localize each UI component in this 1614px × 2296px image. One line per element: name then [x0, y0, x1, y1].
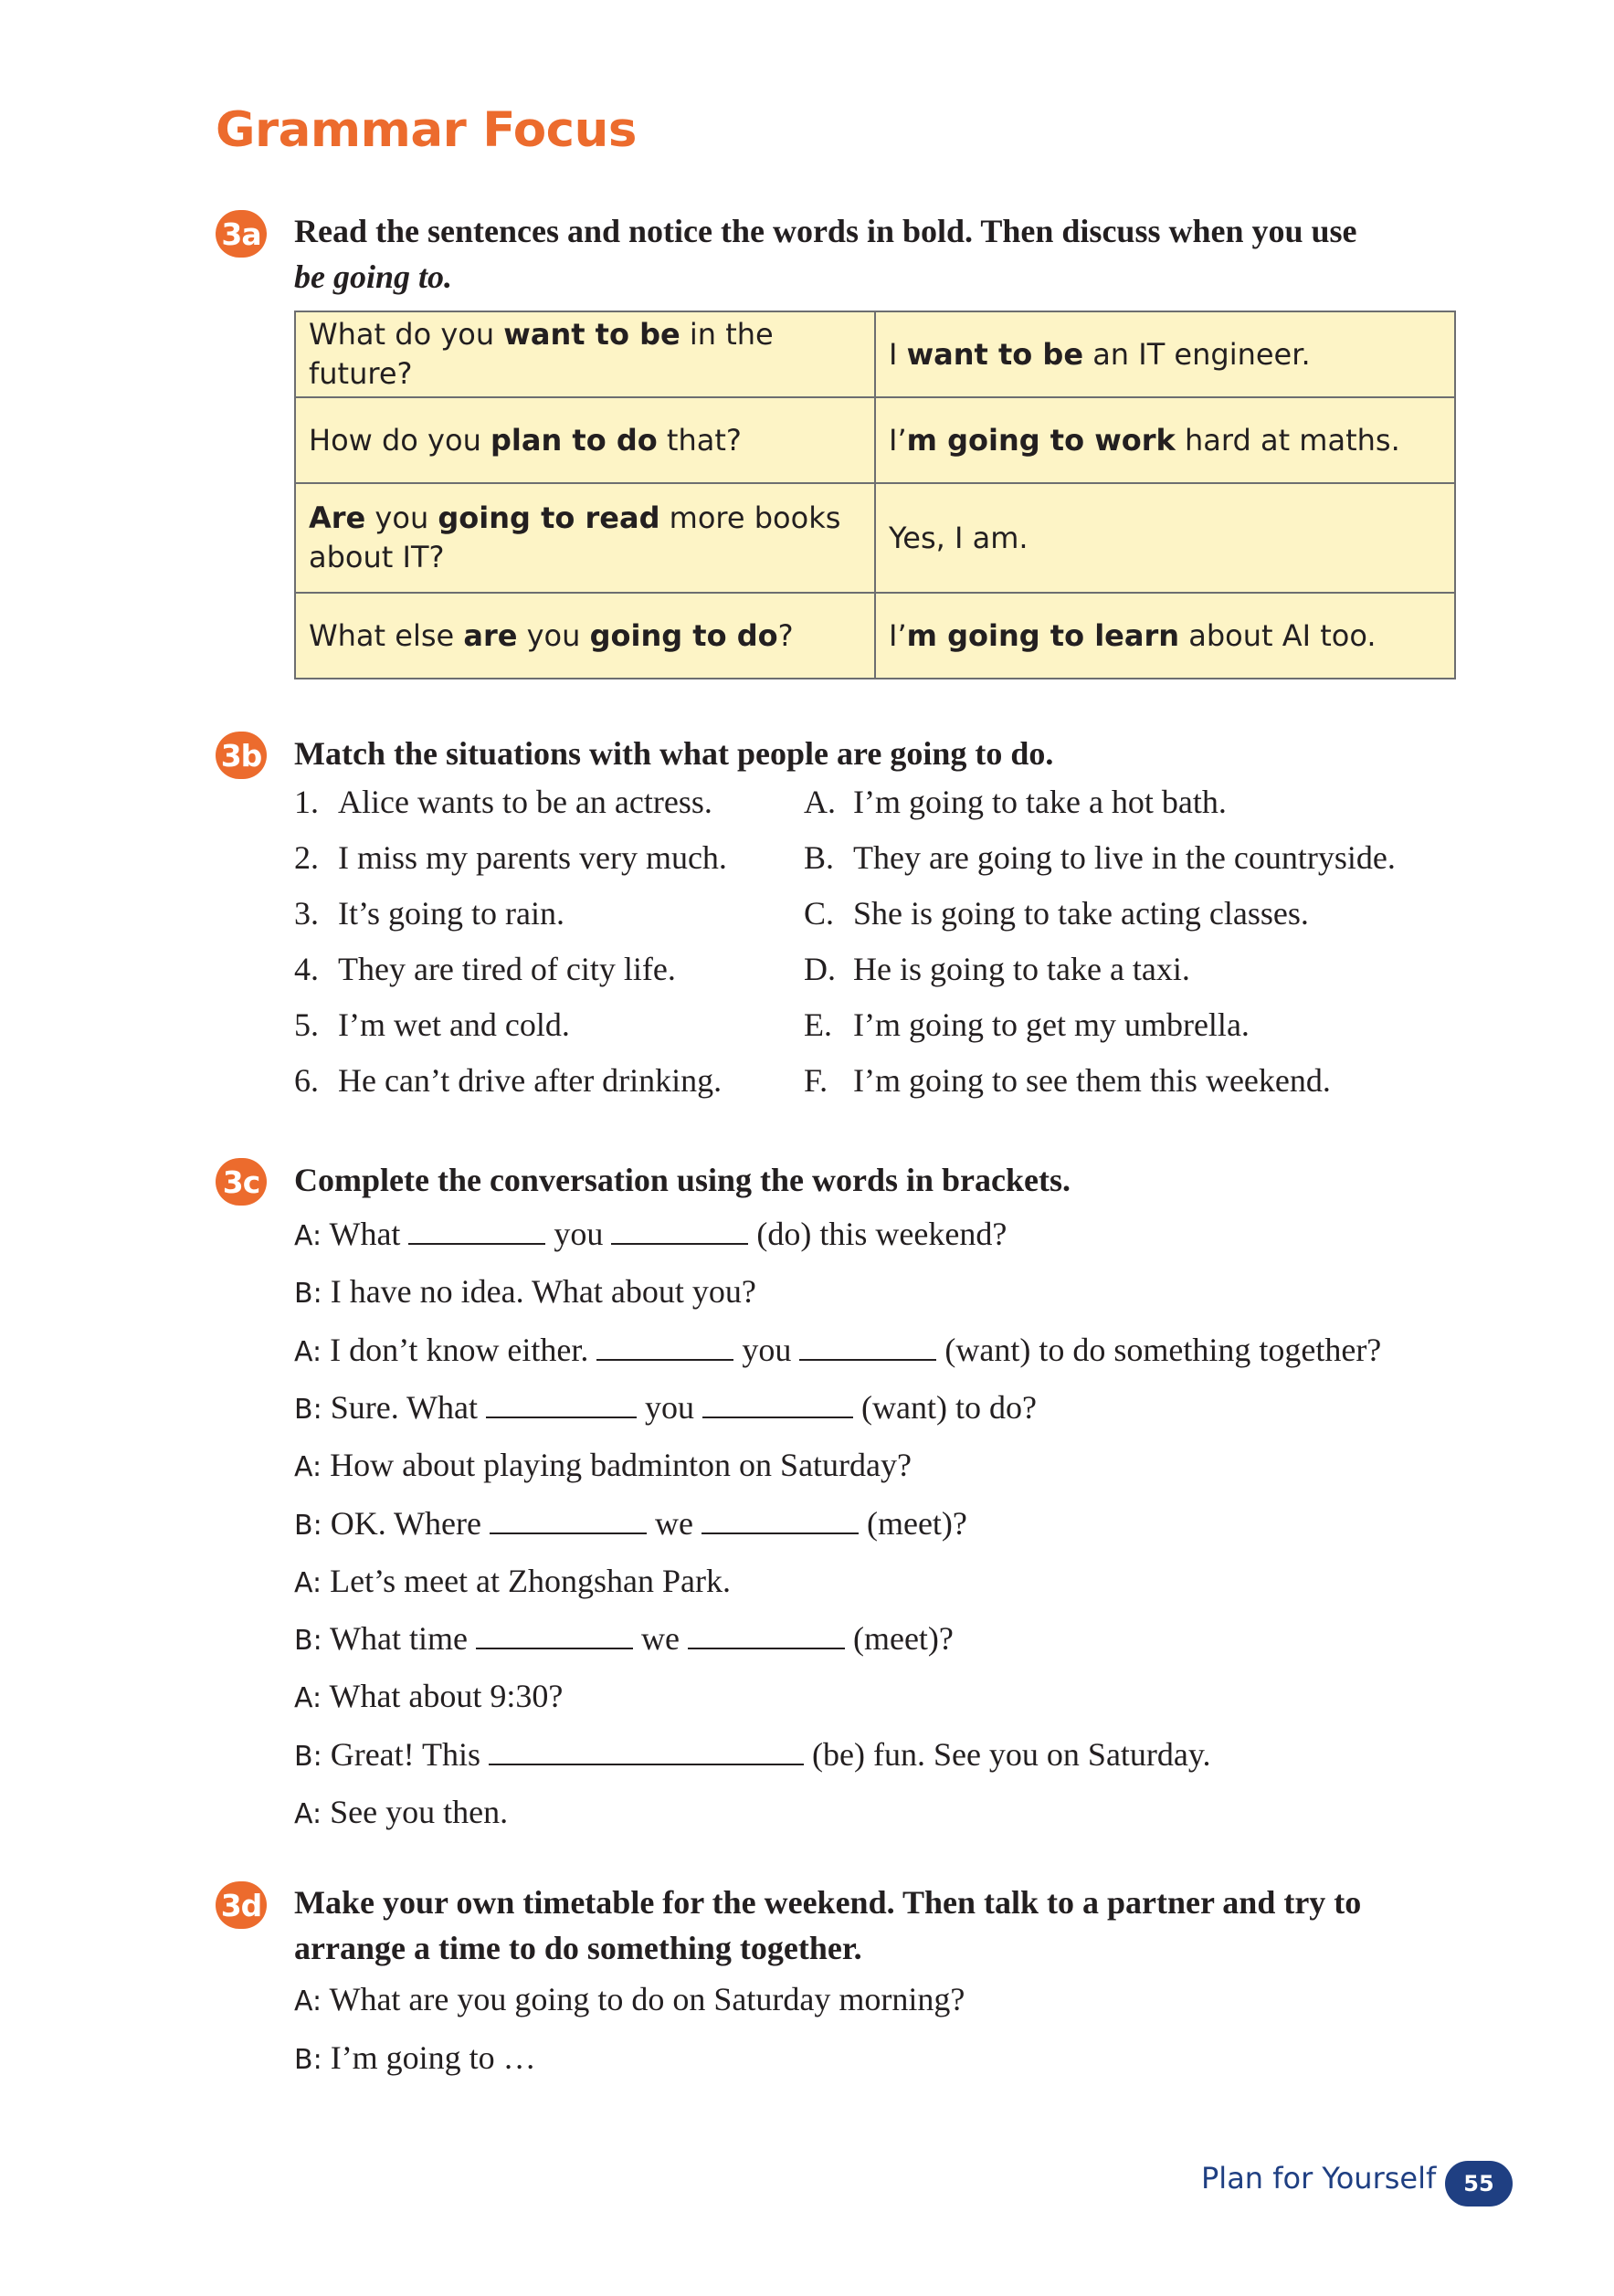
- dialogue-line: [294, 1980, 965, 2018]
- dialogue-text: What about 9:30?: [322, 1678, 564, 1715]
- answer-letter: E.: [804, 1006, 832, 1043]
- dialogue-text: I have no idea. What about you?: [322, 1273, 756, 1311]
- answer-blank[interactable]: [476, 1620, 633, 1649]
- dialogue-text: What are you going to do on Saturday morning?: [322, 1981, 965, 2017]
- table-cell-question: What do you want to be in the future?: [295, 311, 875, 397]
- speaker-label: A:: [294, 1798, 322, 1830]
- answer-letter: D.: [804, 951, 836, 987]
- dialogue-text: Let’s meet at Zhongshan Park.: [322, 1562, 731, 1599]
- dialogue-text: Sure. What: [322, 1388, 478, 1426]
- item-number: 2.: [294, 839, 319, 876]
- answer-text: I’m going to see them this weekend.: [853, 1062, 1331, 1099]
- table-cell-answer: I’m going to learn about AI too.: [875, 593, 1455, 679]
- dialogue-line: [294, 1388, 1037, 1427]
- dialogue-text: you: [645, 1388, 694, 1426]
- page-title: Grammar Focus: [216, 102, 637, 158]
- instruction-3b: Match the situations with what people are going to do.: [294, 735, 1054, 772]
- table-cell-answer: I’m going to work hard at maths.: [875, 397, 1455, 483]
- answer-text: They are going to live in the countryside.: [853, 839, 1396, 876]
- answer-text: He is going to take a taxi.: [853, 951, 1190, 987]
- speaker-label: B:: [294, 1393, 322, 1426]
- dialogue-text: How about playing badminton on Saturday?: [322, 1447, 912, 1484]
- dialogue-text: I don’t know either.: [322, 1331, 589, 1368]
- table-cell-question: How do you plan to do that?: [295, 397, 875, 483]
- dialogue-text: we: [654, 1504, 693, 1542]
- dialogue-line: [294, 1793, 508, 1831]
- item-number: 1.: [294, 784, 319, 820]
- dialogue-line: [294, 1504, 967, 1543]
- situation-text: I miss my parents very much.: [338, 839, 727, 876]
- dialogue-line: [294, 1446, 912, 1484]
- dialogue-line: [294, 1677, 563, 1715]
- list-item: [294, 783, 1482, 838]
- list-item: [294, 1006, 1482, 1061]
- dialogue-text: See you then.: [322, 1794, 509, 1830]
- answer-letter: C.: [804, 895, 835, 932]
- dialogue-text: (meet)?: [852, 1620, 954, 1658]
- list-item: [294, 950, 1482, 1006]
- speaker-label: B:: [294, 1625, 322, 1658]
- situation-text: It’s going to rain.: [338, 895, 564, 932]
- item-number: 5.: [294, 1006, 319, 1043]
- answer-blank[interactable]: [799, 1332, 936, 1361]
- dialogue-text: you: [742, 1331, 792, 1368]
- answer-blank[interactable]: [702, 1505, 859, 1534]
- dialogue-text: (be) fun. See you on Saturday.: [812, 1735, 1211, 1773]
- answer-blank[interactable]: [596, 1332, 733, 1361]
- item-number: 4.: [294, 951, 319, 987]
- speaker-label: A:: [294, 1566, 322, 1599]
- dialogue-line: [294, 1272, 756, 1311]
- section-badge-3b: 3b: [216, 732, 267, 779]
- speaker-label: A:: [294, 1220, 322, 1252]
- section-badge-3d: 3d: [216, 1881, 267, 1929]
- speaker-label: B:: [294, 1740, 322, 1773]
- answer-text: I’m going to take a hot bath.: [853, 784, 1227, 820]
- table-cell-answer: I want to be an IT engineer.: [875, 311, 1455, 397]
- instruction-3a: Read the sentences and notice the words in bold. Then discuss when you use be going to.: [294, 213, 1357, 295]
- speaker-label: B:: [294, 2044, 322, 2076]
- speaker-label: A:: [294, 1335, 322, 1368]
- dialogue-text: What: [322, 1216, 401, 1252]
- answer-blank[interactable]: [702, 1389, 853, 1418]
- dialogue-text: (meet)?: [866, 1504, 967, 1542]
- dialogue-text: (want) to do something together?: [944, 1331, 1382, 1368]
- list-item: [294, 838, 1482, 894]
- item-number: 3.: [294, 895, 319, 932]
- dialogue-text: What time: [322, 1620, 468, 1658]
- table-cell-answer: Yes, I am.: [875, 483, 1455, 593]
- answer-letter: A.: [804, 784, 836, 820]
- speaker-label: B:: [294, 1278, 322, 1311]
- answer-letter: F.: [804, 1062, 828, 1099]
- answer-blank[interactable]: [486, 1389, 637, 1418]
- page-number: 55: [1445, 2161, 1513, 2206]
- dialogue-line: [294, 2038, 536, 2077]
- dialogue-line: [294, 1215, 1007, 1253]
- list-item: [294, 1061, 1482, 1117]
- speaker-label: A:: [294, 1682, 322, 1715]
- dialogue-line: [294, 1619, 954, 1658]
- dialogue-line: [294, 1331, 1381, 1369]
- table-cell-question: Are you going to read more books about IT?: [295, 483, 875, 593]
- dialogue-text: you: [554, 1216, 604, 1252]
- footer-unit-title: Plan for Yourself: [1201, 2161, 1437, 2196]
- speaker-label: A:: [294, 1451, 322, 1484]
- dialogue-text: (want) to do?: [861, 1388, 1037, 1426]
- answer-blank[interactable]: [611, 1216, 748, 1245]
- answer-text: I’m going to get my umbrella.: [853, 1006, 1250, 1043]
- speaker-label: B:: [294, 1509, 322, 1542]
- instruction-3c: Complete the conversation using the words in brackets.: [294, 1162, 1071, 1198]
- section-badge-3a: 3a: [216, 210, 267, 258]
- item-number: 6.: [294, 1062, 319, 1099]
- dialogue-text: OK. Where: [322, 1504, 481, 1542]
- answer-blank[interactable]: [490, 1505, 647, 1534]
- grammar-table: [294, 311, 1456, 679]
- situation-text: They are tired of city life.: [338, 951, 676, 987]
- situation-text: I’m wet and cold.: [338, 1006, 570, 1043]
- dialogue-line: [294, 1735, 1211, 1774]
- dialogue-text: I’m going to …: [322, 2039, 536, 2076]
- answer-text: She is going to take acting classes.: [853, 895, 1309, 932]
- dialogue-text: we: [641, 1620, 680, 1658]
- table-cell-question: What else are you going to do?: [295, 593, 875, 679]
- answer-letter: B.: [804, 839, 835, 876]
- situation-text: He can’t drive after drinking.: [338, 1062, 723, 1099]
- dialogue-text: Great! This: [322, 1735, 480, 1773]
- matching-list: [294, 783, 1482, 1117]
- dialogue-text: (do) this weekend?: [756, 1216, 1007, 1252]
- answer-blank[interactable]: [688, 1620, 845, 1649]
- answer-blank[interactable]: [489, 1736, 804, 1765]
- situation-text: Alice wants to be an actress.: [338, 784, 712, 820]
- section-badge-3c: 3c: [216, 1158, 267, 1206]
- speaker-label: A:: [294, 1985, 322, 2017]
- answer-blank[interactable]: [408, 1216, 545, 1245]
- dialogue-line: [294, 1562, 731, 1600]
- list-item: [294, 894, 1482, 950]
- instruction-3d: Make your own timetable for the weekend. Then talk to a partner and try to arrange a time to do something together.: [294, 1884, 1362, 1966]
